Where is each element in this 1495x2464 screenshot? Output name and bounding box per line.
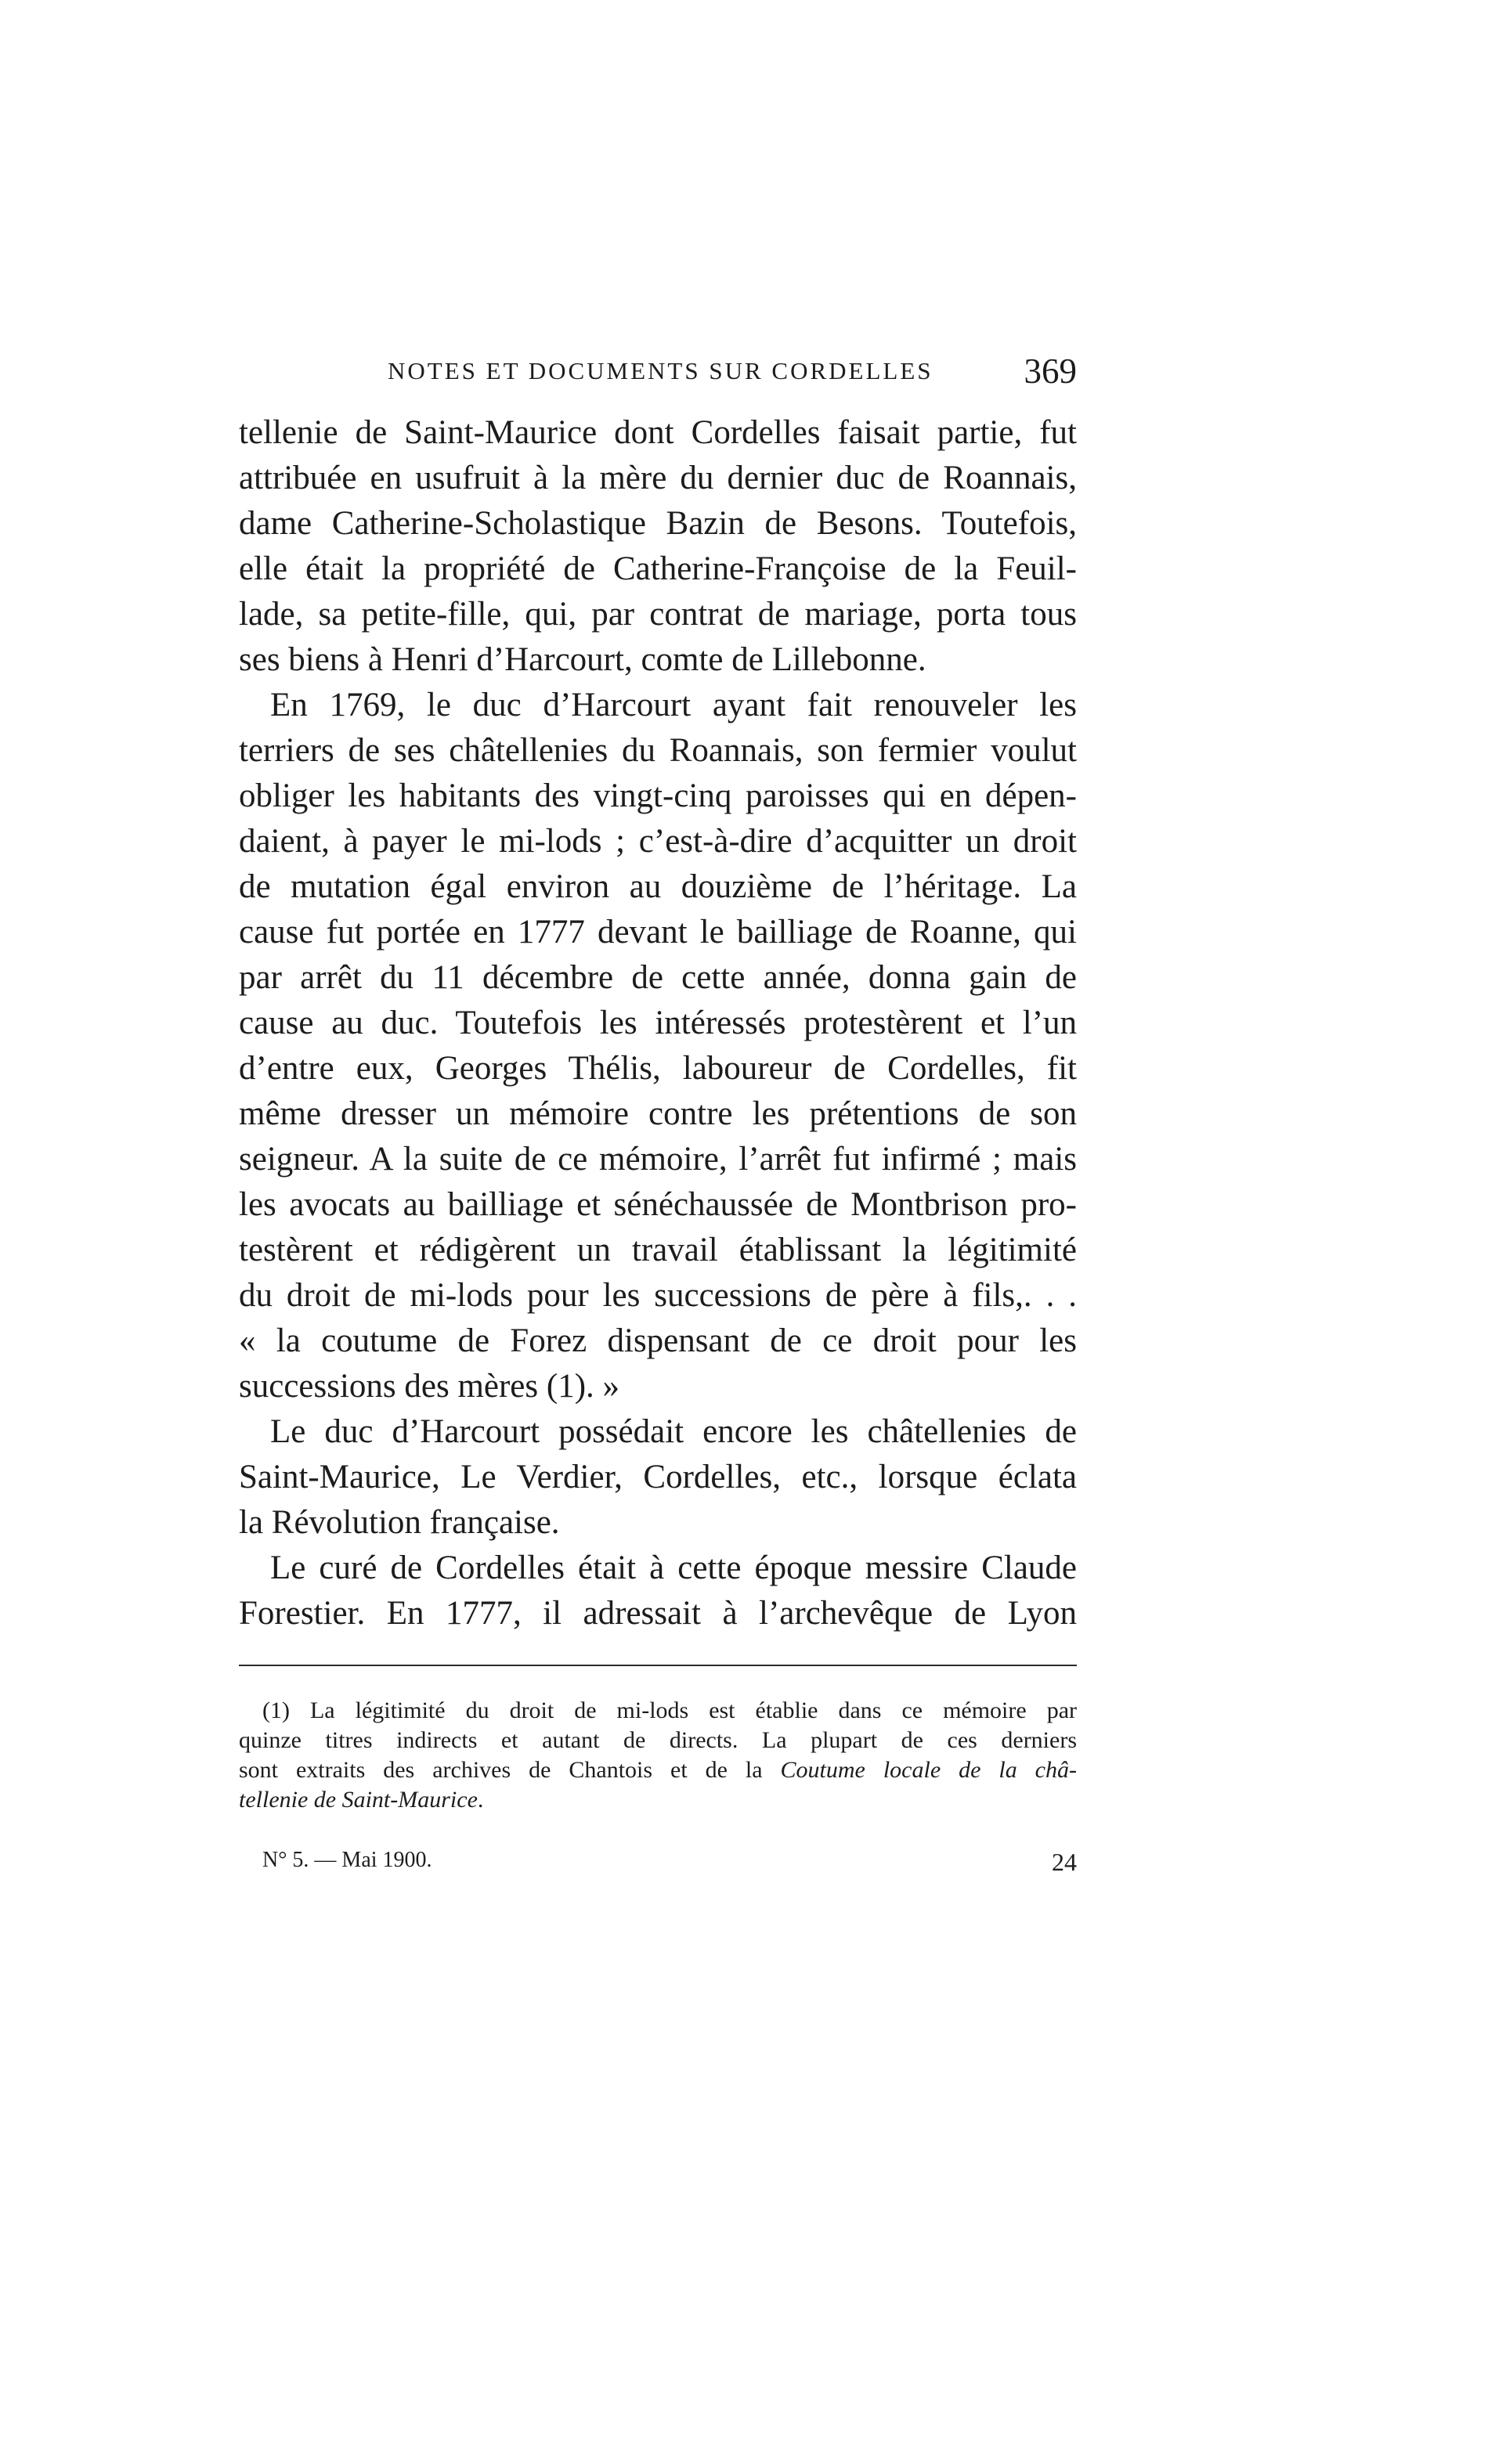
text-line: « la coutume de Forez dispensant de ce droit pour les	[239, 1322, 1077, 1359]
text-line: par arrêt du 11 décembre de cette année, donna gain de	[239, 959, 1077, 996]
text-line: obliger les habitants des vingt-cinq paroisses qui en dépen-	[239, 777, 1077, 814]
footnote-italic-title: tellenie de Saint-Maurice	[239, 1787, 478, 1813]
text-line: même dresser un mémoire contre les prétentions de son	[239, 1095, 1077, 1132]
footnote-line	[239, 1755, 1077, 1785]
text-line: du droit de mi-lods pour les successions de père à fils,. . .	[239, 1277, 1077, 1314]
footnote	[239, 1696, 1077, 1815]
footnote-text: .	[477, 1787, 484, 1813]
text-line: tellenie de Saint-Maurice dont Cordelles faisait partie, fut	[239, 414, 1077, 451]
running-title: NOTES ET DOCUMENTS SUR CORDELLES	[388, 357, 933, 384]
running-head	[239, 351, 1077, 398]
footnote-divider	[239, 1665, 1077, 1666]
footnote-text: sont extraits des archives de Chantois et de la	[239, 1757, 781, 1783]
text-line: lade, sa petite-fille, qui, par contrat de mariage, porta tous	[239, 596, 1077, 633]
text-line: testèrent et rédigèrent un travail établissant la légitimité	[239, 1232, 1077, 1268]
footnote-line: quinze titres indirects et autant de directs. La plupart de ces derniers	[239, 1727, 1077, 1753]
text-line: Saint-Maurice, Le Verdier, Cordelles, etc., lorsque éclata	[239, 1459, 1077, 1495]
issue-line: N° 5. — Mai 1900.	[262, 1848, 432, 1872]
text-line: daient, à payer le mi-lods ; c’est-à-dire d’acquitter un droit	[239, 823, 1077, 860]
text-line: dame Catherine-Scholastique Bazin de Besons. Toutefois,	[239, 505, 1077, 542]
text-line: cause fut portée en 1777 devant le bailliage de Roanne, qui	[239, 914, 1077, 951]
footnote-line: (1) La légitimité du droit de mi-lods est établie dans ce mémoire par	[262, 1697, 1077, 1723]
text-line: successions des mères (1). »	[239, 1368, 620, 1405]
text-line: Forestier. En 1777, il adressait à l’archevêque de Lyon	[239, 1595, 1077, 1632]
page-number: 369	[1024, 352, 1077, 391]
text-line: ses biens à Henri d’Harcourt, comte de Lillebonne.	[239, 641, 926, 678]
signature-mark: 24	[1052, 1848, 1077, 1876]
text-line: la Révolution française.	[239, 1504, 560, 1541]
text-line: En 1769, le duc d’Harcourt ayant fait renouveler les	[270, 687, 1077, 723]
text-line: Le curé de Cordelles était à cette époque messire Claude	[270, 1549, 1077, 1586]
text-line: cause au duc. Toutefois les intéressés protestèrent et l’un	[239, 1005, 1077, 1041]
text-line: seigneur. A la suite de ce mémoire, l’arrêt fut infirmé ; mais	[239, 1141, 1077, 1178]
text-line: terriers de ses châtellenies du Roannais, son fermier voulut	[239, 732, 1077, 769]
text-line: attribuée en usufruit à la mère du dernier duc de Roannais,	[239, 460, 1077, 496]
text-line: de mutation égal environ au douzième de l’héritage. La	[239, 868, 1077, 905]
text-line: les avocats au bailliage et sénéchaussée de Montbrison pro-	[239, 1186, 1077, 1223]
text-line: d’entre eux, Georges Thélis, laboureur de Cordelles, fit	[239, 1050, 1077, 1087]
body-text	[239, 410, 1077, 1636]
footnote-italic-title: Coutume locale de la châ-	[780, 1757, 1077, 1783]
text-line: Le duc d’Harcourt possédait encore les châtellenies de	[270, 1413, 1077, 1450]
footnote-line	[239, 1785, 1077, 1815]
text-line: elle était la propriété de Catherine-Françoise de la Feuil-	[239, 550, 1077, 587]
